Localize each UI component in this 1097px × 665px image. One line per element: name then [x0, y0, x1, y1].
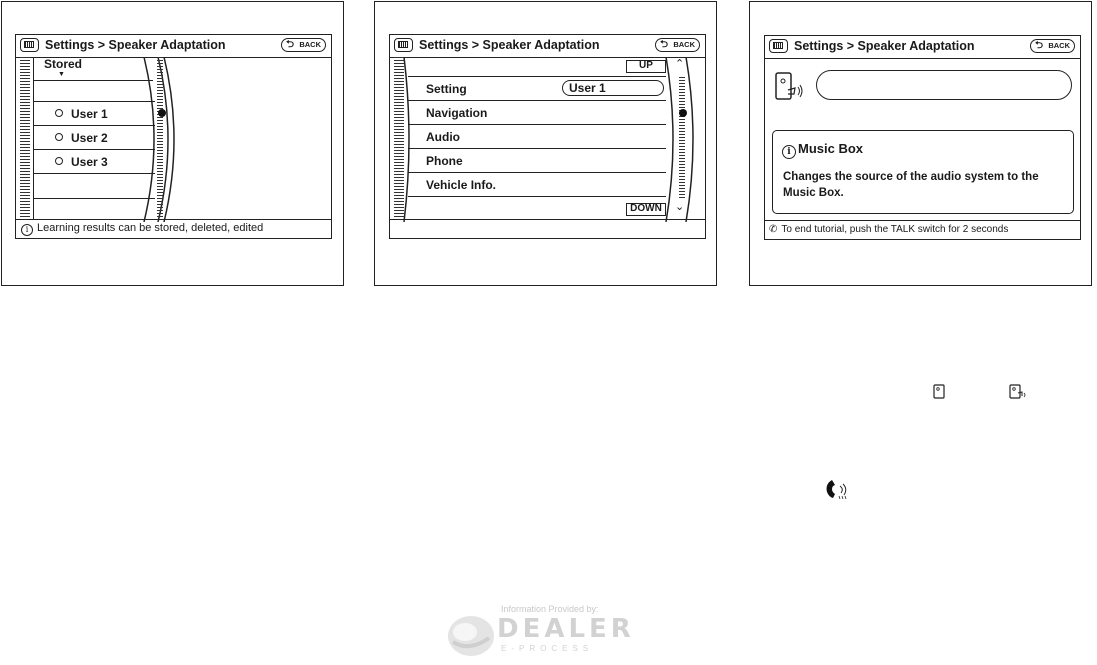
menu-icon[interactable]: [394, 38, 413, 52]
figure-frame-3: [749, 1, 1092, 286]
radio-icon: [55, 157, 63, 165]
row-phone[interactable]: Phone: [408, 148, 666, 173]
list-item-user-2[interactable]: User 2: [33, 125, 155, 150]
dealer-watermark: [445, 604, 655, 659]
voice-input-field[interactable]: [816, 70, 1072, 100]
header-arrow-icon: ▼: [58, 71, 65, 78]
info-icon: i: [21, 224, 33, 236]
speaker-icon-small: [932, 384, 948, 400]
screen-speaker-settings: [389, 34, 706, 239]
list-header: Stored: [44, 57, 83, 71]
scroll-position-dot: [158, 109, 166, 117]
back-arrow-icon: ⮌: [660, 39, 669, 50]
back-arrow-icon: ⮌: [1035, 40, 1044, 51]
screen-stored-users: [15, 34, 332, 239]
page-title: Settings > Speaker Adaptation: [794, 39, 975, 53]
info-card: [772, 130, 1074, 214]
up-button[interactable]: UP: [626, 60, 666, 73]
figure-frame-1: [1, 1, 344, 286]
info-text-line-1: Changes the source of the audio system to the: [783, 171, 1039, 183]
scroll-up-icon[interactable]: ⌃: [675, 58, 685, 70]
watermark-caption: Information Provided by:: [501, 604, 599, 614]
scroll-position-dot: [679, 109, 687, 117]
left-wheel-rail: [20, 57, 30, 220]
row-setting[interactable]: Setting: [408, 76, 666, 101]
scroll-wheel-ticks: [679, 77, 685, 200]
down-button[interactable]: DOWN: [626, 203, 666, 216]
row-navigation[interactable]: Navigation: [408, 100, 666, 125]
list-item-user-3[interactable]: User 3: [33, 149, 155, 174]
screen-voice-tutorial: [764, 35, 1081, 240]
info-text-line-2: Music Box.: [783, 187, 844, 199]
radio-icon: [55, 133, 63, 141]
status-bar: i Learning results can be stored, deleted, edited: [16, 219, 331, 238]
scroll-wheel-ticks: [157, 57, 163, 220]
row-vehicle-info[interactable]: Vehicle Info.: [408, 172, 666, 197]
figure-frame-2: [374, 1, 717, 286]
title-bar: [16, 35, 331, 58]
menu-icon[interactable]: [20, 38, 39, 52]
setting-value[interactable]: User 1: [562, 80, 664, 96]
scroll-down-icon[interactable]: ⌄: [675, 201, 685, 213]
info-icon: i: [782, 145, 796, 159]
status-bar: ✆ To end tutorial, push the TALK switch for 2 seconds: [765, 220, 1080, 239]
status-bar: [390, 219, 705, 238]
title-bar: [390, 35, 705, 58]
radio-icon: [55, 109, 63, 117]
talk-switch-icon: [823, 478, 853, 500]
title-bar: [765, 36, 1080, 59]
back-arrow-icon: ⮌: [286, 39, 295, 50]
list-item-user-1[interactable]: User 1: [33, 101, 155, 126]
back-button[interactable]: ⮌ BACK: [1030, 39, 1075, 53]
back-button[interactable]: ⮌ BACK: [655, 38, 700, 52]
page-title: Settings > Speaker Adaptation: [45, 38, 226, 52]
watermark-sub: E-PROCESS: [501, 644, 594, 653]
talk-switch-icon: ✆: [769, 224, 778, 235]
back-button[interactable]: ⮌ BACK: [281, 38, 326, 52]
speaker-talk-icon-small: [1008, 384, 1030, 400]
page-title: Settings > Speaker Adaptation: [419, 38, 600, 52]
row-audio[interactable]: Audio: [408, 124, 666, 149]
dealer-logo-icon: [445, 612, 497, 658]
watermark-brand: DEALER: [497, 614, 635, 644]
voice-speaker-icon: [775, 72, 805, 102]
info-title: Music Box: [798, 141, 864, 156]
menu-icon[interactable]: [769, 39, 788, 53]
